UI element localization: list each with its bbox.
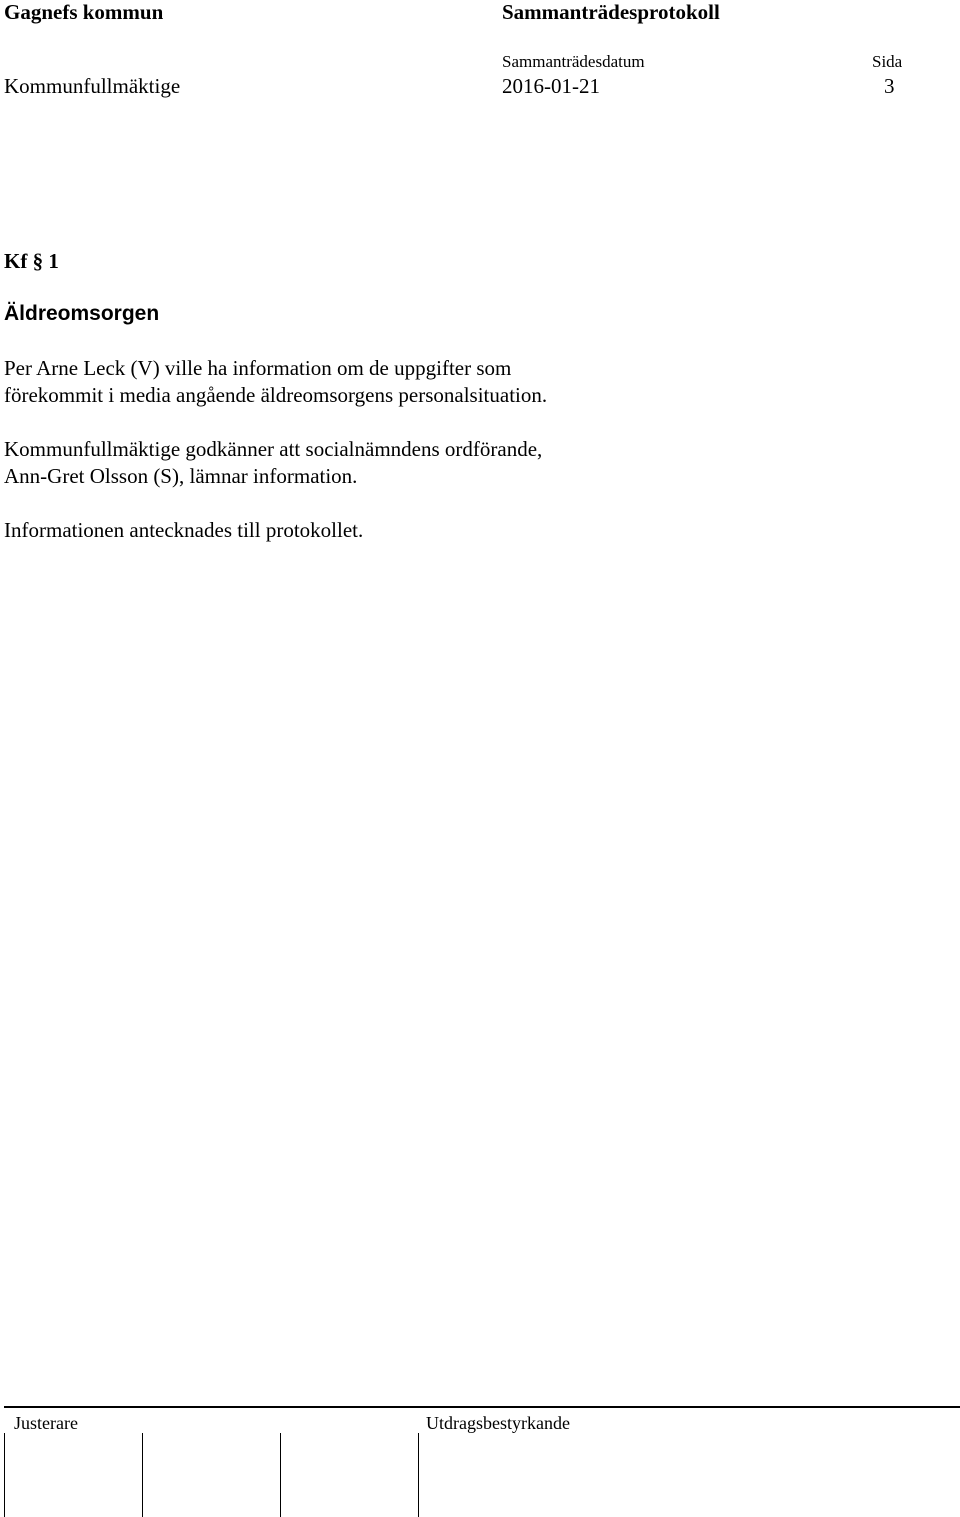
signature-divider [280,1433,281,1517]
governing-body: Kommunfullmäktige [4,74,181,98]
document-type: Sammanträdesprotokoll [502,0,720,24]
page-label: Sida [872,52,903,71]
page-number: 3 [884,74,895,98]
meeting-date: 2016-01-21 [502,74,600,98]
meeting-date-label: Sammanträdesdatum [502,52,645,71]
paragraph-3 [4,517,904,544]
utdragsbestyrkande-label: Utdragsbestyrkande [426,1413,570,1433]
paragraph-line: förekommit i media angående äldreomsorgens personalsituation. [4,383,548,407]
justerare-label: Justerare [14,1413,78,1433]
section-title: Äldreomsorgen [4,302,160,325]
paragraph-line: Kommunfullmäktige godkänner att socialnämndens ordförande, [4,437,543,461]
section-number: Kf § 1 [4,249,59,273]
signature-divider [4,1433,5,1517]
signature-divider [142,1433,143,1517]
paragraph-line: Per Arne Leck (V) ville ha information om de uppgifter som [4,356,512,380]
paragraph-line: Informationen antecknades till protokollet. [4,518,364,542]
paragraph-1 [4,355,904,409]
signature-divider [418,1433,419,1517]
paragraph-2 [4,436,904,490]
signature-footer [4,1406,960,1517]
organization-name: Gagnefs kommun [4,0,164,24]
paragraph-line: Ann-Gret Olsson (S), lämnar information. [4,464,358,488]
